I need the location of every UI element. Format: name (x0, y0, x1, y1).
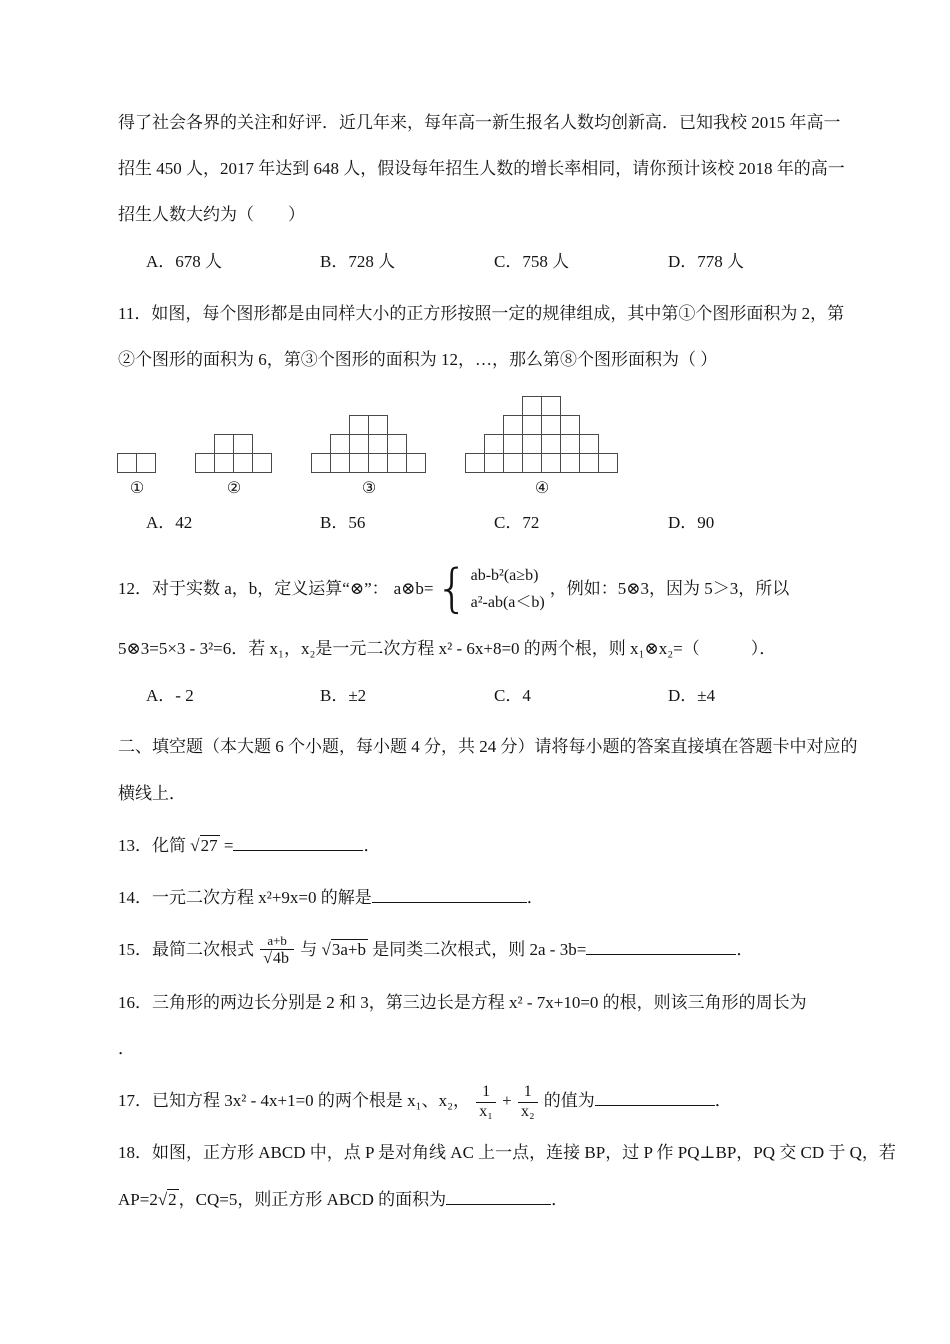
fraction-denominator: x₂ (518, 1102, 538, 1121)
q17-answer-blank (595, 1088, 715, 1106)
question-11 (118, 291, 850, 546)
grid-square (579, 434, 599, 454)
grid-square (368, 434, 388, 454)
grid-square (349, 434, 369, 454)
option: A．42 (146, 513, 193, 533)
fraction-denominator (260, 949, 294, 968)
q18-period: ． (551, 1189, 569, 1209)
equals-sign: = (223, 835, 234, 855)
q12-options (118, 673, 850, 719)
question-12 (118, 558, 850, 719)
grid-square (252, 453, 272, 473)
fraction-a-plus-b-over-sqrt-4b (260, 934, 294, 968)
q15-period: ． (736, 940, 754, 960)
grid-square (214, 434, 234, 454)
q10-options (118, 239, 850, 285)
q13-prefix: 13．化简 (118, 835, 186, 855)
grid-square (541, 434, 561, 454)
grid-square (484, 453, 504, 473)
q18-ap-text: AP=2 (118, 1189, 158, 1209)
fraction-1-over-x1 (476, 1083, 496, 1121)
q12-suffix: ，例如：5⊗3，因为 5＞3，所以 (549, 579, 790, 599)
q14-answer-blank (372, 885, 527, 903)
grid-square (522, 453, 542, 473)
grid-square (330, 434, 350, 454)
grid-square (541, 396, 561, 416)
option: C．72 (494, 513, 540, 533)
q17-line (118, 1078, 850, 1124)
q12-case2: a²-ab(a＜b) (470, 594, 545, 612)
fraction-numerator: 1 (482, 1083, 491, 1101)
piecewise-definition (393, 558, 545, 619)
q16-line1: 16．三角形的两边长分别是 2 和 3，第三边长是方程 x² - 7x+10=0 的根，则该三角形的周长为 (118, 992, 807, 1012)
question-16 (118, 980, 850, 1072)
q10-line2: 招生 450 人，2017 年达到 648 人，假设每年招生人数的增长率相同，请你预计该校 2018 年的高一 (118, 159, 845, 179)
radicand: 27 (200, 835, 218, 855)
section2-line2: 横线上． (118, 783, 186, 803)
grid-square (503, 415, 523, 435)
q11-line2: ②个图形的面积为 6，第③个图形的面积为 12，…，那么第⑧个图形面积为（ ） (118, 349, 718, 369)
q18-answer-blank (446, 1187, 551, 1205)
option: A．- 2 (146, 685, 194, 705)
grid-square (368, 453, 388, 473)
figure-label: ③ (361, 480, 377, 498)
q12-line1 (118, 558, 850, 619)
q15-prefix: 15．最简二次根式 (118, 940, 254, 960)
grid-square (541, 453, 561, 473)
grid-square (233, 453, 253, 473)
sqrt-3a-plus-b-expression: √3a+b (321, 940, 367, 960)
question-13 (118, 823, 850, 869)
q17-period: ． (714, 1091, 732, 1111)
option: B．±2 (320, 685, 367, 705)
grid-square (541, 415, 561, 435)
figure-label: ① (129, 480, 145, 498)
q15-mid: 与 (300, 940, 318, 960)
q11-line1: 11．如图，每个图形都是由同样大小的正方形按照一定的规律组成，其中第①个图形面积为 2，第 (118, 303, 845, 323)
grid-square (349, 415, 369, 435)
grid-square (465, 453, 485, 473)
option: B．728 人 (320, 251, 396, 271)
q18-cq-text: ，CQ=5，则正方形 ABCD 的面积为 (178, 1189, 447, 1209)
q12-prefix: 12．对于实数 a，b，定义运算“⊗”： (118, 579, 389, 599)
grid-square (117, 453, 137, 473)
grid-square (233, 434, 253, 454)
option: A．678 人 (146, 251, 223, 271)
q15-answer-blank (586, 937, 736, 955)
section2-line1: 二、填空题（本大题 6 个小题，每小题 4 分，共 24 分）请将每小题的答案直接填在答题卡中对应的 (118, 737, 858, 757)
fraction-1-over-x2 (518, 1083, 538, 1121)
fraction-denominator: x₁ (476, 1102, 496, 1121)
option: C．758 人 (494, 251, 570, 271)
sqrt-4b-expression: √4b (263, 950, 290, 968)
q10-line3: 招生人数大约为（ ） (118, 205, 305, 225)
grid-square (522, 415, 542, 435)
grid-square (484, 434, 504, 454)
plus-sign: + (502, 1091, 512, 1111)
q12-formula-lhs: a⊗b= (393, 579, 434, 599)
grid-square (522, 396, 542, 416)
q14-line (118, 875, 850, 921)
grid-square (136, 453, 156, 473)
question-17 (118, 1078, 850, 1124)
option: D．90 (668, 513, 715, 533)
q13-line (118, 823, 850, 869)
question-10 (118, 100, 850, 285)
option: C．4 (494, 685, 531, 705)
q17-suffix: 的值为 (543, 1091, 595, 1111)
question-14 (118, 875, 850, 921)
grid-square (503, 453, 523, 473)
q12-line2: 5⊗3=5×3 - 3²=6．若 x₁，x₂是一元二次方程 x² - 6x+8=0 的两个根，则 x₁⊗x₂=（ ）． (118, 639, 777, 659)
section-2-header (118, 724, 858, 816)
square-pattern-figure (312, 416, 426, 498)
fraction-numerator: a+b (267, 933, 287, 949)
fraction-numerator: 1 (523, 1083, 532, 1101)
option: D．778 人 (668, 251, 745, 271)
left-brace: { (435, 558, 469, 619)
q14-period: ． (526, 888, 544, 908)
radicand: 4b (273, 950, 290, 968)
q13-period: ． (363, 835, 381, 855)
radicand: 2 (168, 1189, 177, 1209)
question-15 (118, 927, 850, 973)
q15-line (118, 927, 850, 973)
figure-label: ② (226, 480, 242, 498)
grid-square (214, 453, 234, 473)
q10-line1: 得了社会各界的关注和好评．近几年来，每年高一新生报名人数均创新高．已知我校 2015 年高一 (118, 113, 841, 132)
q15-suffix: 是同类二次根式，则 2a - 3b= (372, 940, 587, 960)
square-pattern-figure (196, 435, 272, 498)
q11-options (118, 500, 850, 546)
grid-square (560, 434, 580, 454)
grid-square (349, 453, 369, 473)
q17-prefix: 17．已知方程 3x² - 4x+1=0 的两个根是 x₁、x₂， (118, 1091, 471, 1111)
grid-square (311, 453, 331, 473)
grid-square (330, 453, 350, 473)
sqrt-27-expression: √27 (190, 835, 218, 855)
q11-figures (118, 397, 850, 498)
grid-square (579, 453, 599, 473)
grid-square (560, 453, 580, 473)
q16-line2: ． (118, 1038, 135, 1058)
grid-square (406, 453, 426, 473)
q12-cases (471, 562, 545, 616)
option: D．±4 (668, 685, 716, 705)
grid-square (387, 434, 407, 454)
q12-case1: ab-b²(a≥b) (470, 566, 539, 584)
q18-line2 (118, 1177, 850, 1223)
square-pattern-figure (118, 454, 156, 498)
grid-square (503, 434, 523, 454)
grid-square (195, 453, 215, 473)
grid-square (522, 434, 542, 454)
radicand: 3a+b (331, 940, 367, 960)
q18-line1: 18．如图，正方形 ABCD 中，点 P 是对角线 AC 上一点，连接 BP，过 P 作 PQ⊥BP，PQ 交 CD 于 Q，若 (118, 1143, 896, 1163)
q14-text: 14．一元二次方程 x²+9x=0 的解是 (118, 888, 372, 908)
figure-label: ④ (534, 480, 550, 498)
question-18 (118, 1130, 896, 1222)
grid-square (387, 453, 407, 473)
sqrt-2-expression: √2 (157, 1189, 177, 1209)
option: B．56 (320, 513, 366, 533)
grid-square (598, 453, 618, 473)
q13-answer-blank (233, 833, 363, 851)
grid-square (560, 415, 580, 435)
square-pattern-figure (466, 397, 618, 498)
grid-square (368, 415, 388, 435)
